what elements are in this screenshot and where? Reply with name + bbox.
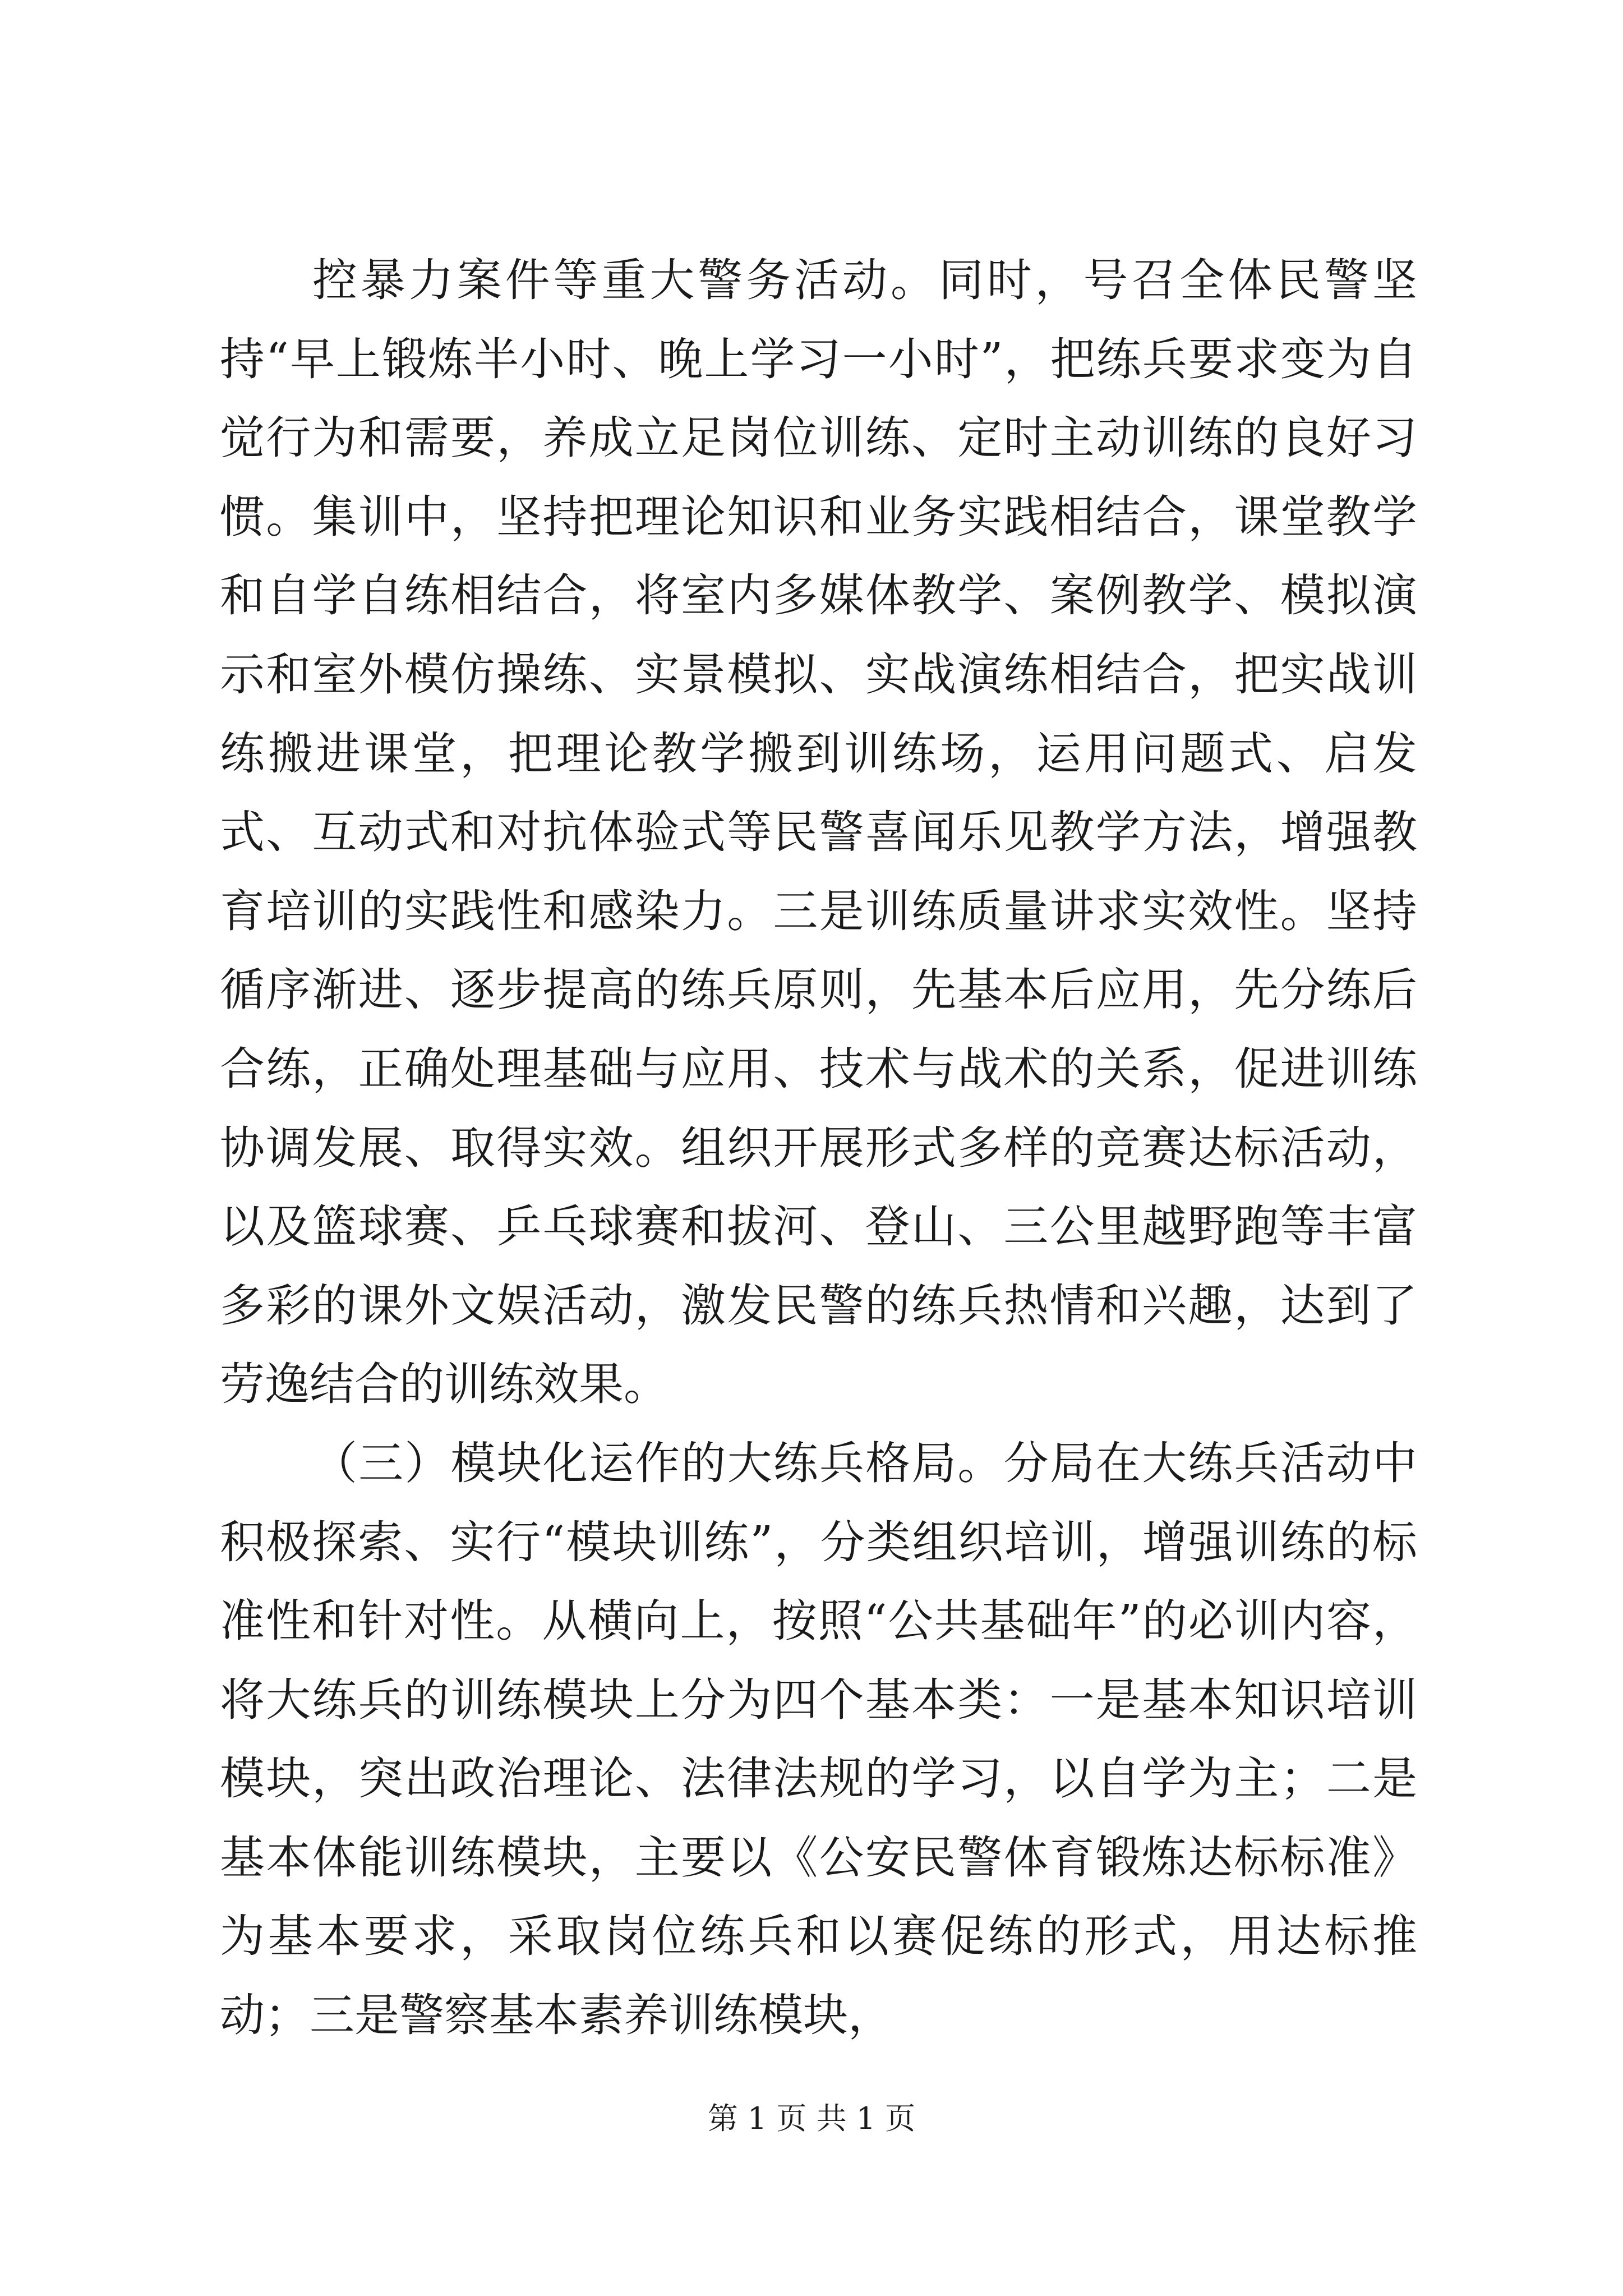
paragraph-2: （三）模块化运作的大练兵格局。分局在大练兵活动中积极探索、实行“模块训练”，分类组织培训，增强训练的标准性和针对性。从横向上，按照“公共基础年”的必训内容，将大练兵的训练模块上分为四个基本类：一是基本知识培训模块，突出政治理论、法律法规的学习，以自学为主；二是基本体能训练模块，主要以《公安民警体育锻炼达标标准》为基本要求，采取岗位练兵和以赛促练的形式，用达标推动；三是警察基本素养训练模块， <box>220 1437 1417 2042</box>
paragraph-1: 控暴力案件等重大警务活动。同时，号召全体民警坚持“早上锻炼半小时、晚上学习一小时”，把练兵要求变为自觉行为和需要，养成立足岗位训练、定时主动训练的良好习惯。集训中，坚持把理论知识和业务实践相结合，课堂教学和自学自练相结合，将室内多媒体教学、案例教学、模拟演示和室外模仿操练、实景模拟、实战演练相结合，把实战训练搬进课堂，把理论教学搬到训练场，运用问题式、启发式、互动式和对抗体验式等民警喜闻乐见教学方法，增强教育培训的实践性和感染力。三是训练质量讲求实效性。坚持循序渐进、逐步提高的练兵原则，先基本后应用，先分练后合练，正确处理基础与应用、技术与战术的关系，促进训练协调发展、取得实效。组织开展形式多样的竞赛达标活动，以及篮球赛、乒乓球赛和拔河、登山、三公里越野跑等丰富多彩的课外文娱活动，激发民警的练兵热情和兴趣，达到了劳逸结合的训练效果。 <box>220 254 1417 1411</box>
document-body <box>220 241 1417 2055</box>
page-footer: 第 1 页 共 1 页 <box>707 2101 916 2136</box>
